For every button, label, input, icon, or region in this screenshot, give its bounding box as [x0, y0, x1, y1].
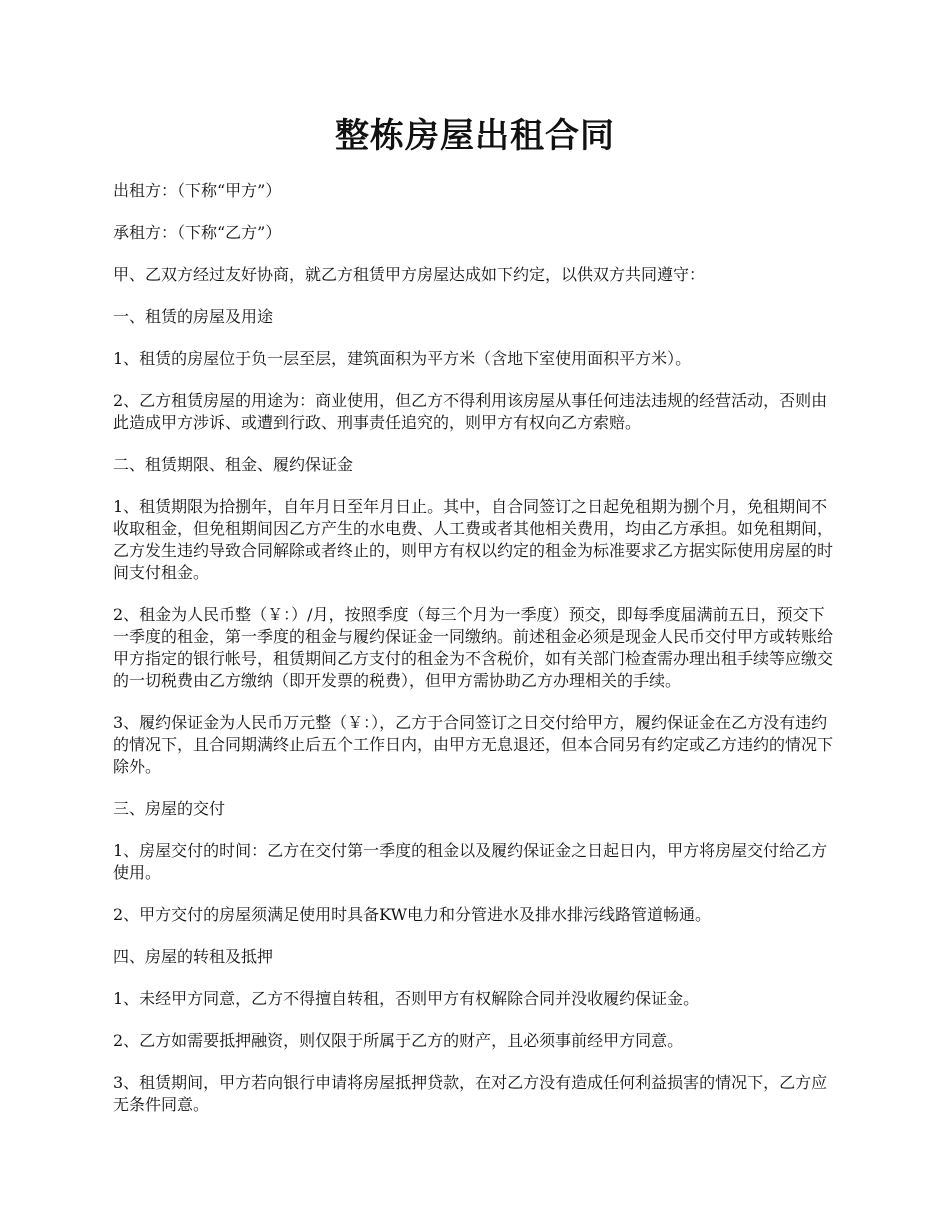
clause-1-2: 2、乙方租赁房屋的用途为：商业使用，但乙方不得利用该房屋从事任何违法违规的经营活动，否则由此造成甲方涉诉、或遭到行政、刑事责任追究的，则甲方有权向乙方索赔。	[113, 391, 828, 432]
clause-4-3: 3、租赁期间，甲方若向银行申请将房屋抵押贷款，在对乙方没有造成任何利益损害的情况下，乙方应无条件同意。	[113, 1073, 828, 1114]
preamble: 甲、乙双方经过友好协商，就乙方租赁甲方房屋达成如下约定，以供双方共同遵守：	[113, 265, 706, 284]
clause-4-1: 1、未经甲方同意，乙方不得擅自转租，否则甲方有权解除合同并没收履约保证金。	[113, 989, 700, 1008]
clause-3-2: 2、甲方交付的房屋须满足使用时具备KW电力和分管进水及排水排污线路管道畅通。	[113, 905, 712, 924]
section-heading-4: 四、房屋的转租及抵押	[113, 947, 274, 966]
clause-3-1: 1、房屋交付的时间：乙方在交付第一季度的租金以及履约保证金之日起日内，甲方将房屋交付给乙方使用。	[113, 841, 828, 882]
lessor-line: 出租方：（下称“甲方”）	[113, 181, 282, 200]
section-heading-2: 二、租赁期限、租金、履约保证金	[113, 455, 354, 474]
section-heading-3: 三、房屋的交付	[113, 799, 226, 818]
clause-2-3: 3、履约保证金为人民币万元整（￥：），乙方于合同签订之日交付给甲方，履约保证金在乙方没有违约的情况下，且合同期满终止后五个工作日内，由甲方无息退还，但本合同另有约定或乙方违约的情况下除外。	[113, 713, 834, 776]
clause-1-1: 1、租赁的房屋位于负一层至层，建筑面积为平方米（含地下室使用面积平方米）。	[113, 349, 692, 368]
document-body	[113, 180, 838, 1136]
document-title: 整栋房屋出租合同	[335, 116, 615, 156]
clause-2-1: 1、租赁期限为拾捌年，自年月日至年月日止。其中，自合同签订之日起免租期为捌个月，免租期间不收取租金，但免租期间因乙方产生的水电费、人工费或者其他相关费用，均由乙方承担。如免租期间，乙方发生违约导致合同解除或者终止的，则甲方有权以约定的租金为标准要求乙方据实际使用房屋的时间支付租金。	[113, 497, 834, 582]
lessee-line: 承租方：（下称“乙方”）	[113, 223, 282, 242]
clause-4-2: 2、乙方如需要抵押融资，则仅限于所属于乙方的财产，且必须事前经甲方同意。	[113, 1031, 684, 1050]
clause-2-2: 2、租金为人民币整（￥：）/月，按照季度（每三个月为一季度）预交，即每季度届满前五日，预交下一季度的租金，第一季度的租金与履约保证金一同缴纳。前述租金必须是现金人民币交付甲方或转账给甲方指定的银行帐号，租赁期间乙方支付的租金为不含税价，如有关部门检查需办理出租手续等应缴交的一切税费由乙方缴纳（即开发票的税费），但甲方需协助乙方办理相关的手续。	[113, 605, 834, 690]
section-heading-1: 一、租赁的房屋及用途	[113, 307, 274, 326]
